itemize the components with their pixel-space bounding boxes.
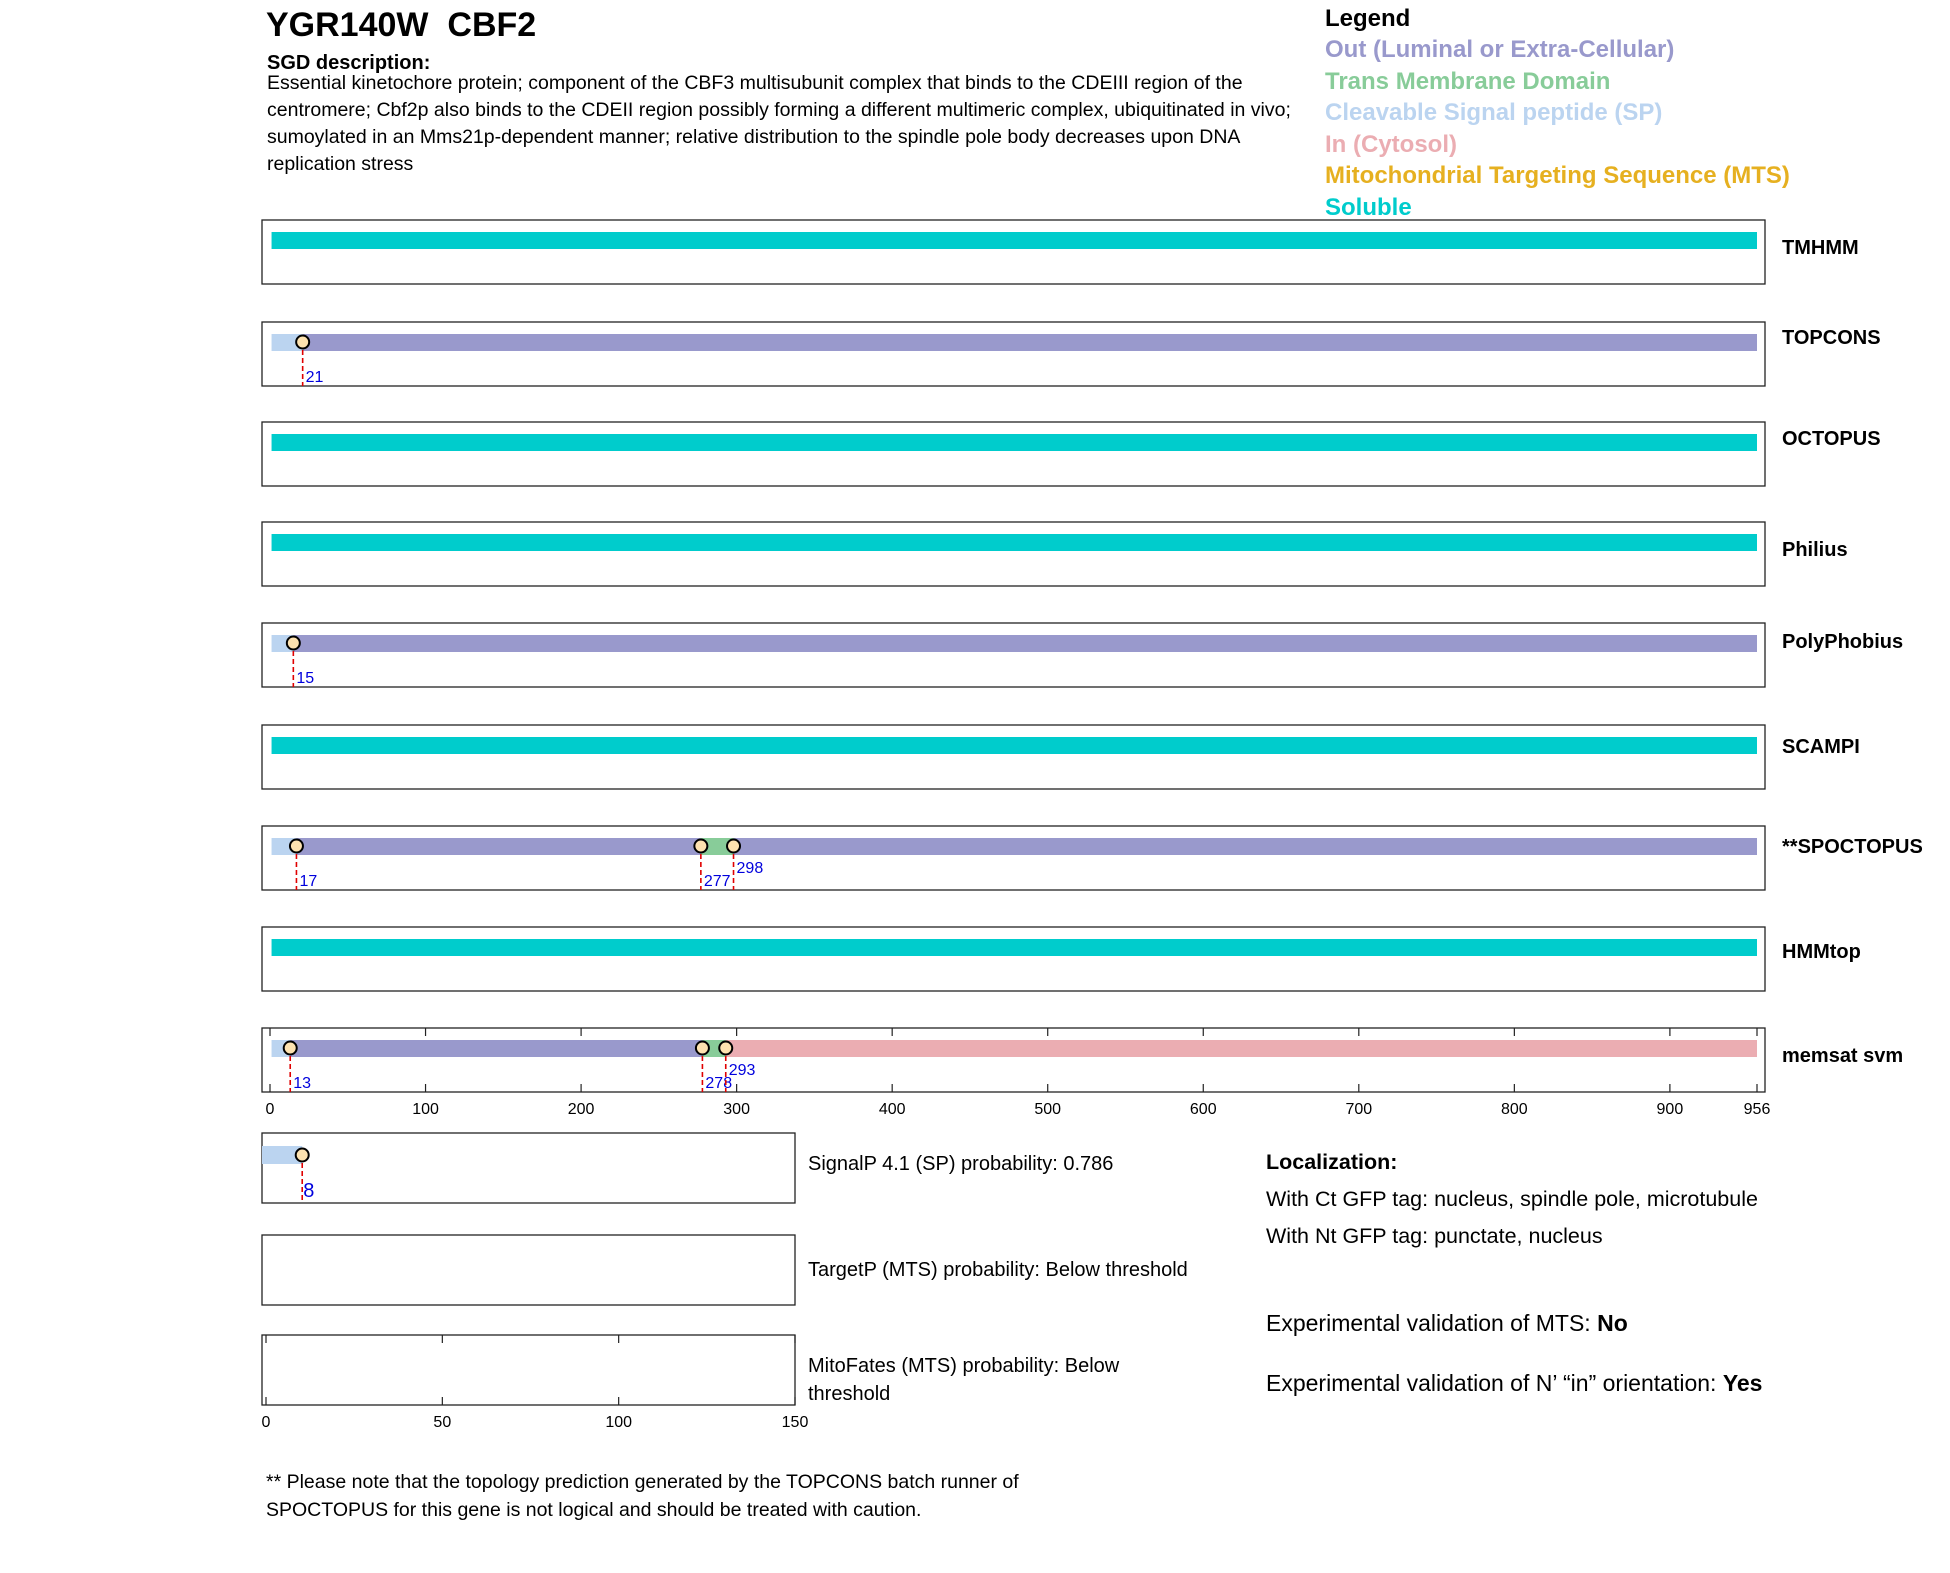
boundary-label: 13 — [293, 1075, 312, 1092]
x-tick-label: 100 — [605, 1414, 633, 1431]
x-tick-label: 300 — [723, 1101, 750, 1118]
legend-item-sp: Cleavable Signal peptide (SP) — [1325, 99, 1663, 126]
track-frame — [262, 623, 1765, 687]
panel-targetp — [262, 1235, 795, 1305]
track-octopus — [262, 422, 1881, 486]
x-tick-label: 600 — [1189, 1101, 1217, 1118]
track-scampi — [262, 725, 1860, 789]
segment-in — [726, 1040, 1757, 1057]
x-tick-label: 200 — [567, 1101, 595, 1118]
targetp-probability: TargetP (MTS) probability: Below threshold — [808, 1259, 1188, 1281]
track-label-octopus: OCTOPUS — [1782, 428, 1881, 450]
localization-title: Localization: — [1266, 1150, 1398, 1174]
gene-title: YGR140W CBF2 — [266, 6, 537, 44]
track-label-spoctopus: **SPOCTOPUS — [1782, 836, 1923, 858]
legend-item-in: In (Cytosol) — [1325, 130, 1457, 158]
boundary-label: 15 — [296, 670, 315, 687]
localization-ct-gfp: With Ct GFP tag: nucleus, spindle pole, microtubule — [1266, 1187, 1758, 1211]
track-polyphobius — [262, 623, 1903, 687]
boundary-marker — [287, 637, 300, 650]
segment-soluble — [272, 737, 1757, 754]
nin-validation — [1266, 1370, 1762, 1397]
legend-item-tm: Trans Membrane Domain — [1325, 67, 1611, 95]
boundary-label: 278 — [705, 1075, 733, 1092]
mts-validation-value: No — [1597, 1310, 1628, 1336]
segment-soluble — [272, 434, 1757, 451]
legend-item-soluble: Soluble — [1325, 193, 1412, 221]
track-hmmtop — [262, 927, 1861, 991]
legend-title: Legend — [1325, 5, 1411, 32]
legend-item-mts: Mitochondrial Targeting Sequence (MTS) — [1325, 162, 1790, 189]
x-tick-label: 150 — [781, 1414, 809, 1431]
mts-validation — [1266, 1310, 1628, 1337]
segment-soluble — [272, 534, 1757, 551]
x-tick-label: 956 — [1743, 1101, 1771, 1118]
x-tick-label: 0 — [265, 1101, 275, 1118]
track-spoctopus — [262, 826, 1923, 890]
track-label-scampi: SCAMPI — [1782, 736, 1860, 758]
track-label-tmhmm: TMHMM — [1782, 237, 1859, 259]
x-tick-label: 400 — [878, 1101, 906, 1118]
boundary-label: 17 — [299, 873, 318, 890]
boundary-marker — [296, 1149, 309, 1162]
x-tick-label: 800 — [1500, 1101, 1528, 1118]
boundary-label: 293 — [728, 1062, 756, 1079]
boundary-marker — [696, 1042, 709, 1055]
segment-soluble — [272, 939, 1757, 956]
nin-validation-value: Yes — [1722, 1370, 1763, 1396]
boundary-label: 8 — [303, 1180, 315, 1202]
segment-soluble — [272, 232, 1757, 249]
segment-out — [303, 334, 1757, 351]
track-label-polyphobius: PolyPhobius — [1782, 631, 1904, 653]
panel-signalp — [262, 1133, 795, 1203]
x-tick-label: 100 — [412, 1101, 439, 1118]
panel-frame — [262, 1133, 795, 1203]
panel-frame — [262, 1335, 795, 1405]
track-tmhmm — [262, 220, 1859, 284]
track-frame — [262, 826, 1765, 890]
track-label-hmmtop: HMMtop — [1782, 941, 1861, 963]
track-topcons — [262, 322, 1881, 386]
track-frame — [262, 220, 1765, 284]
boundary-marker — [290, 840, 303, 853]
track-frame — [262, 322, 1765, 386]
track-philius — [262, 522, 1848, 586]
boundary-marker — [727, 840, 740, 853]
x-tick-label: 900 — [1656, 1101, 1684, 1118]
track-frame — [262, 927, 1765, 991]
track-label-philius: Philius — [1782, 539, 1848, 561]
segment-out — [290, 1040, 702, 1057]
track-label-memsat-svm: memsat svm — [1782, 1045, 1904, 1067]
x-tick-label: 700 — [1345, 1101, 1373, 1118]
boundary-marker — [719, 1042, 732, 1055]
boundary-label: 277 — [703, 873, 731, 890]
localization-nt-gfp: With Nt GFP tag: punctate, nucleus — [1266, 1224, 1603, 1248]
mitofates-probability: MitoFates (MTS) probability: Below threshold — [808, 1355, 1120, 1405]
sgd-description-label: SGD description: — [267, 52, 431, 74]
panel-frame — [262, 1235, 795, 1305]
mts-validation-label: Experimental validation of MTS: — [1266, 1310, 1598, 1336]
boundary-label: 298 — [736, 860, 764, 877]
boundary-label: 21 — [305, 369, 324, 386]
boundary-marker — [296, 336, 309, 349]
track-memsat-svm — [262, 1028, 1903, 1092]
spoctopus-note: ** Please note that the topology prediction generated by the TOPCONS batch runner of SPOCTOPUS for this gene is not logical and should be treated with caution. — [266, 1471, 1019, 1521]
segment-out — [734, 838, 1757, 855]
segment-out — [293, 635, 1757, 652]
segment-out — [296, 838, 700, 855]
nin-validation-label: Experimental validation of N’ “in” orientation: — [1266, 1370, 1723, 1396]
track-frame — [262, 422, 1765, 486]
boundary-marker — [694, 840, 707, 853]
track-frame — [262, 725, 1765, 789]
sgd-description-text: Essential kinetochore protein; component of the CBF3 multisubunit complex that binds to the CDEIII region of the centromere; Cbf2p also binds to the CDEII region possibly forming a different multimeric complex, ubiquitinated in vivo; sumoylated in an Mms21p-dependent manner; relative distribution to the spindle pole body decreases upon DNA replication stress — [267, 72, 1291, 175]
signalp-probability: SignalP 4.1 (SP) probability: 0.786 — [808, 1153, 1114, 1175]
track-frame — [262, 1028, 1765, 1092]
panel-mitofates — [262, 1335, 795, 1405]
x-tick-label: 500 — [1034, 1101, 1062, 1118]
legend-item-out: Out (Luminal or Extra-Cellular) — [1325, 36, 1675, 63]
x-tick-label: 0 — [261, 1414, 271, 1431]
track-label-topcons: TOPCONS — [1782, 327, 1881, 349]
track-frame — [262, 522, 1765, 586]
boundary-marker — [284, 1042, 297, 1055]
x-tick-label: 50 — [433, 1414, 452, 1431]
